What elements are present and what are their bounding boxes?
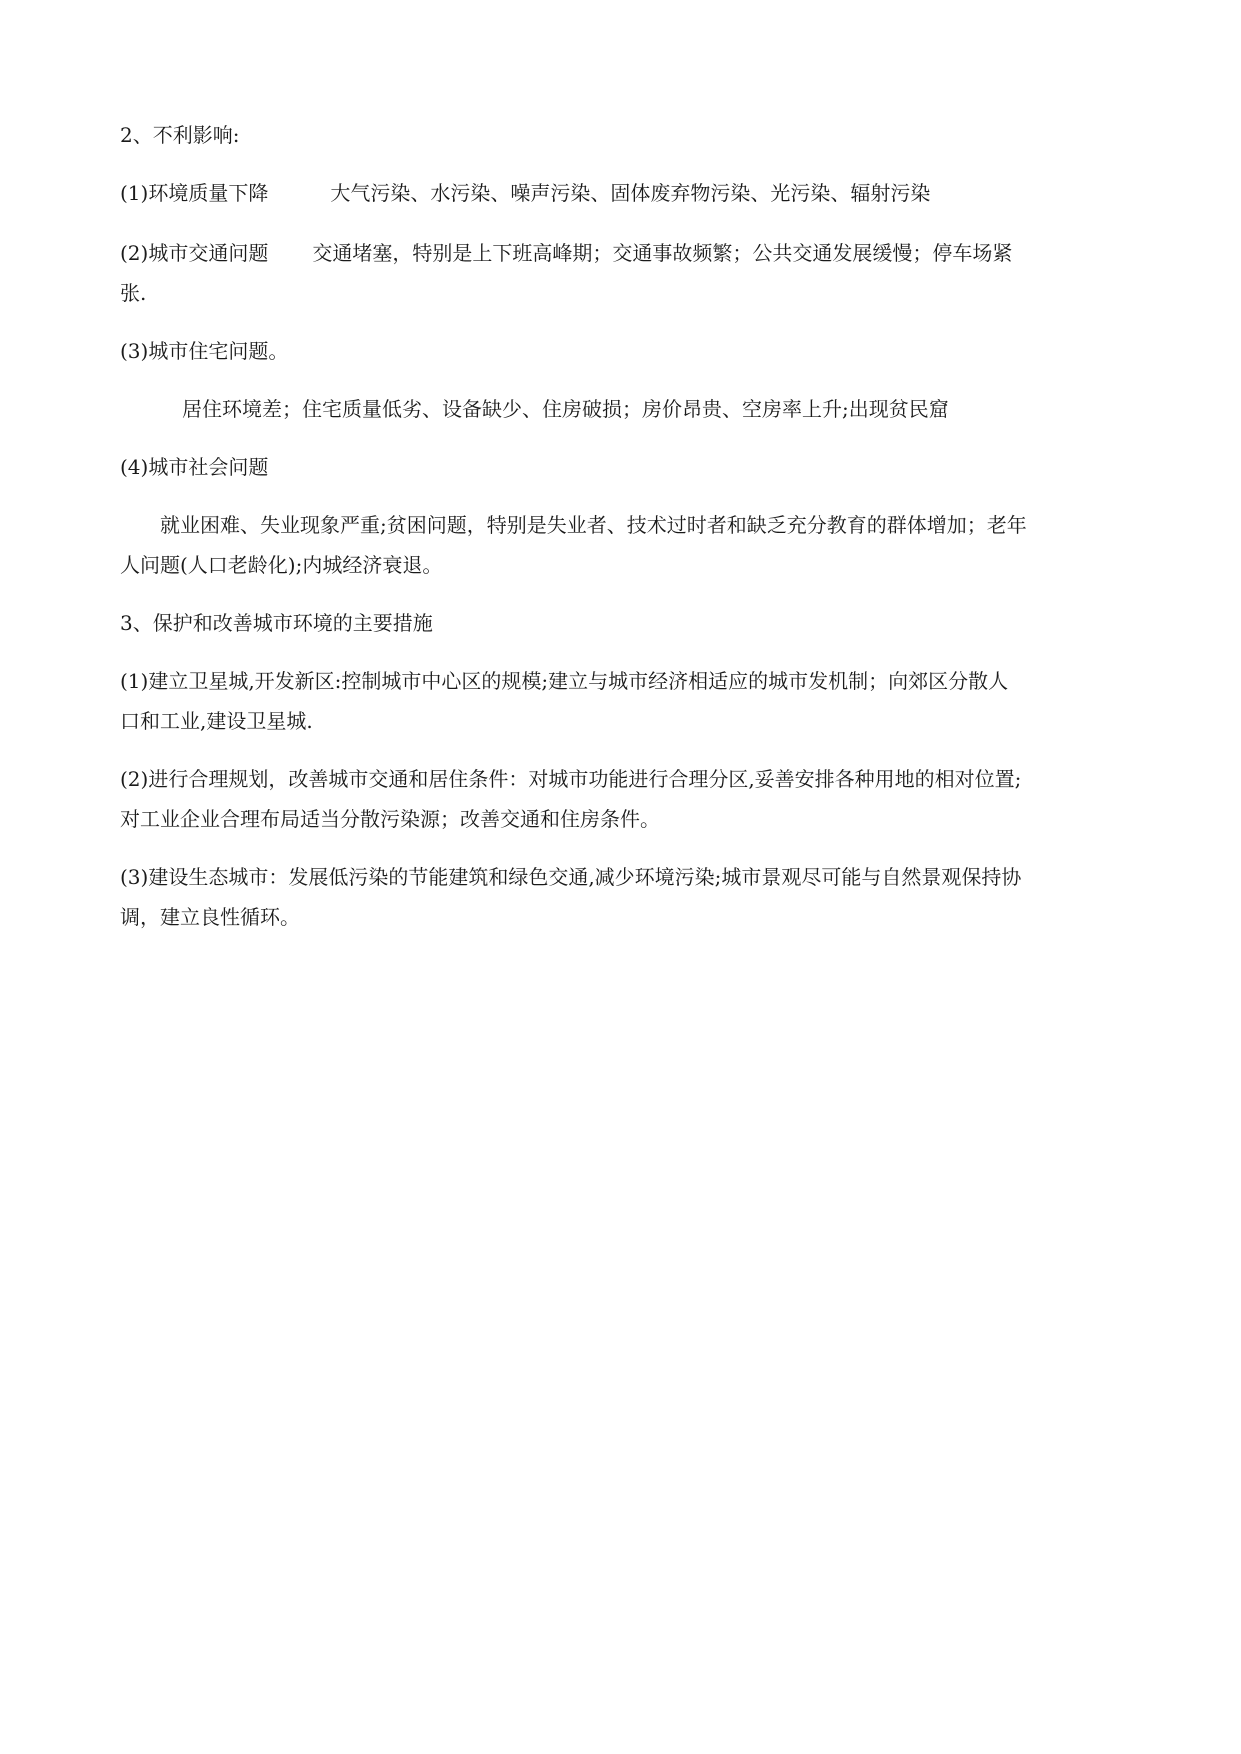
measure-planning-continued: 对工业企业合理布局适当分散污染源；改善交通和住房条件。: [120, 807, 660, 831]
list-item-social-content-continued: 人问题(人口老龄化);内城经济衰退。: [120, 553, 443, 577]
section-heading-2: 2、不利影响:: [120, 123, 240, 147]
item-label: (2)城市交通问题: [120, 241, 269, 265]
item-content: 交通堵塞，特别是上下班高峰期；交通事故频繁；公共交通发展缓慢；停车场紧: [312, 241, 1013, 265]
list-item-environment: [120, 176, 1130, 210]
measure-eco-city-continued: 调，建立良性循环。: [120, 905, 300, 929]
list-item-traffic-continued: 张.: [120, 281, 147, 305]
list-item-traffic: [120, 236, 1130, 270]
list-item-social: (4)城市社会问题: [120, 455, 269, 479]
list-item-housing-content: 居住环境差；住宅质量低劣、设备缺少、住房破损；房价昂贵、空房率上升;出现贫民窟: [182, 397, 949, 421]
measure-satellite-city-continued: 口和工业,建设卫星城.: [120, 709, 313, 733]
item-label: (1)环境质量下降: [120, 181, 269, 205]
item-content: 大气污染、水污染、噪声污染、固体废弃物污染、光污染、辐射污染: [330, 181, 931, 205]
measure-planning: (2)进行合理规划，改善城市交通和居住条件：对城市功能进行合理分区,妥善安排各种用地的相对位置;: [120, 767, 1022, 791]
list-item-housing: (3)城市住宅问题。: [120, 339, 289, 363]
measure-eco-city: (3)建设生态城市：发展低污染的节能建筑和绿色交通,减少环境污染;城市景观尽可能与自然景观保持协: [120, 865, 1022, 889]
list-item-social-content: 就业困难、失业现象严重;贫困问题，特别是失业者、技术过时者和缺乏充分教育的群体增加；老年: [160, 513, 1027, 537]
section-heading-3: 3、保护和改善城市环境的主要措施: [120, 611, 433, 635]
measure-satellite-city: (1)建立卫星城,开发新区:控制城市中心区的规模;建立与城市经济相适应的城市发机制；向郊区分散人: [120, 669, 1009, 693]
